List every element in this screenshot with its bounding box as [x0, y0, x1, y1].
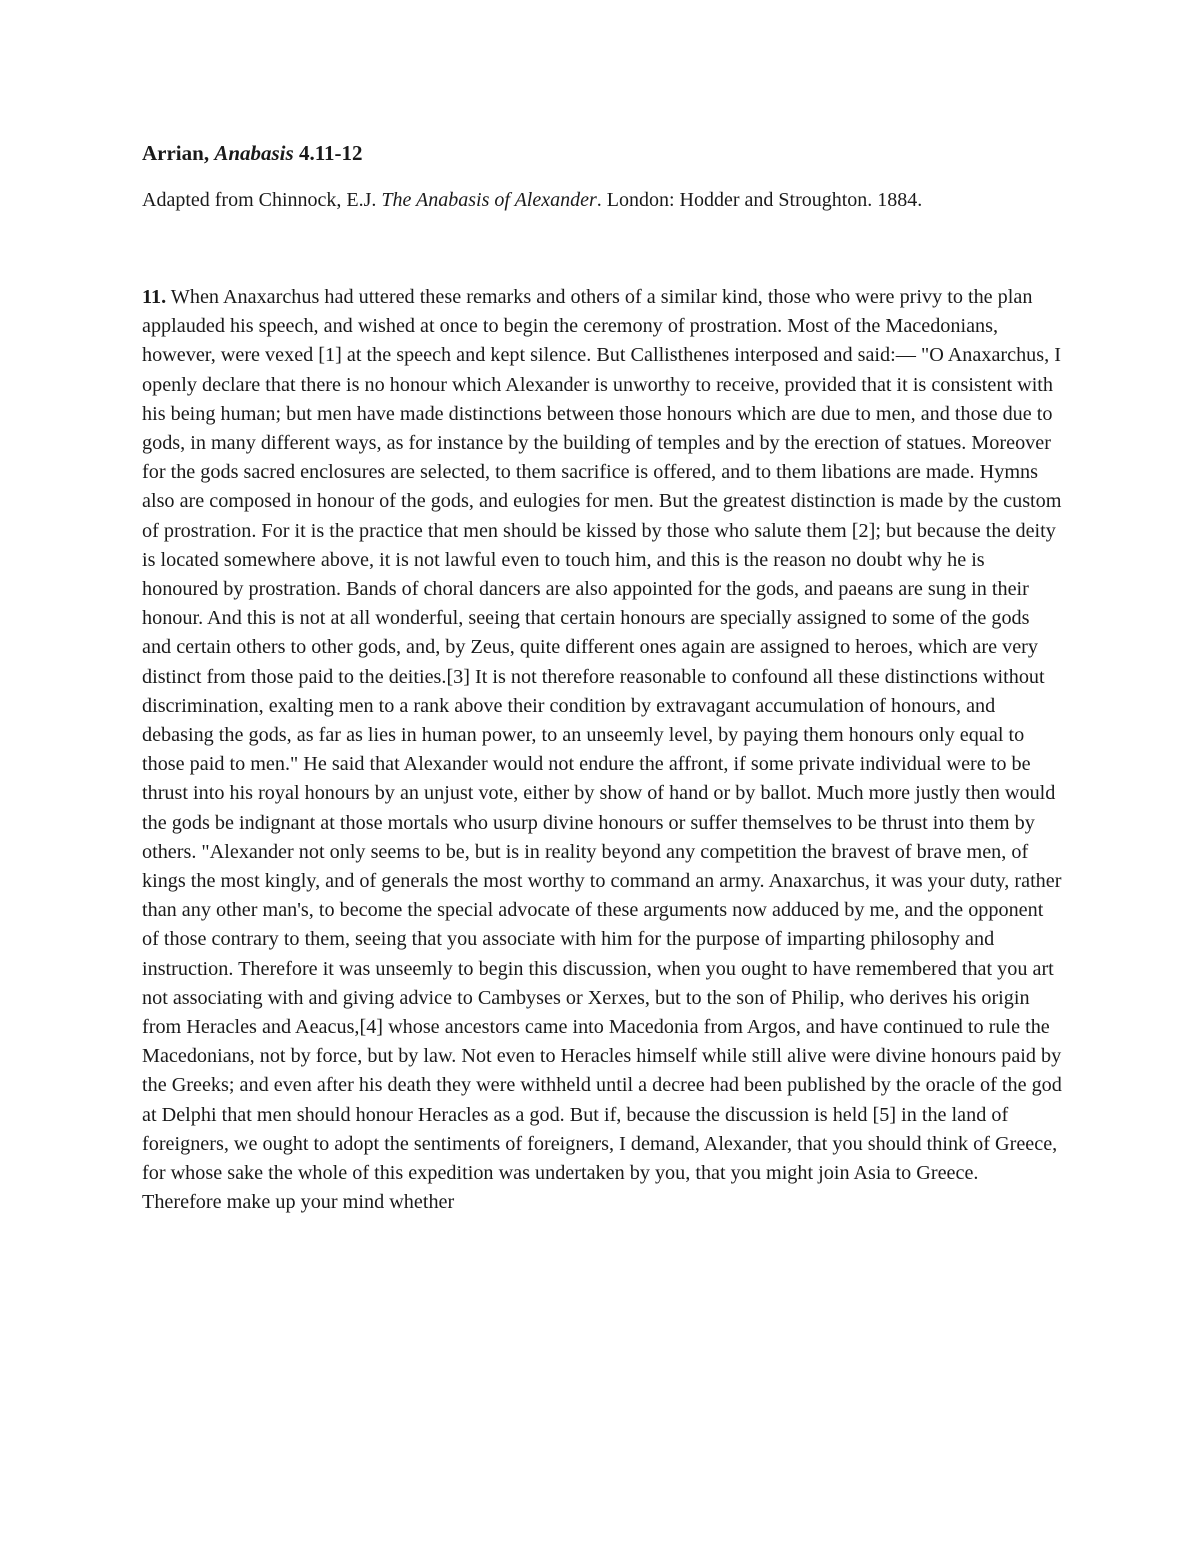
title-author: Arrian, [142, 141, 215, 165]
document-title [142, 138, 1062, 168]
section-number: 11. [142, 286, 167, 308]
title-work: Anabasis [214, 141, 294, 165]
section-text: When Anaxarchus had uttered these remarks and others of a similar kind, those who were privy to the plan applauded his speech, and wished at once to begin the ceremony of prostration. Most of the Macedonians, however, were vexed [1] at the speech and kept silence. But Callisthenes interposed and said:— "O Anaxarchus, I openly declare that there is no honour which Alexander is unworthy to receive, provided that it is consistent with his being human; but men have made distinctions between those honours which are due to men, and those due to gods, in many different ways, as for instance by the building of temples and by the erection of statues. Moreover for the gods sacred enclosures are selected, to them sacrifice is offered, and to them libations are made. Hymns also are composed in honour of the gods, and eulogies for men. But the greatest distinction is made by the custom of prostration. For it is the practice that men should be kissed by those who salute them [2]; but because the deity is located somewhere above, it is not lawful even to touch him, and this is the reason no doubt why he is honoured by prostration. Bands of choral dancers are also appointed for the gods, and paeans are sung in their honour. And this is not at all wonderful, seeing that certain honours are specially assigned to some of the gods and certain others to other gods, and, by Zeus, quite different ones again are assigned to heroes, which are very distinct from those paid to the deities.[3] It is not therefore reasonable to confound all these distinctions without discrimination, exalting men to a rank above their condition by extravagant accumulation of honours, and debasing the gods, as far as lies in human power, to an unseemly level, by paying them honours only equal to those paid to men." He said that Alexander would not endure the affront, if some private individual were to be thrust into his royal honours by an unjust vote, either by show of hand or by ballot. Much more justly then would the gods be indignant at those mortals who usurp divine honours or suffer themselves to be thrust into them by others. "Alexander not only seems to be, but is in reality beyond any competition the bravest of brave men, of kings the most kingly, and of generals the most worthy to command an army. Anaxarchus, it was your duty, rather than any other man's, to become the special advocate of these arguments now adduced by me, and the opponent of those contrary to them, seeing that you associate with him for the purpose of imparting philosophy and instruction. Therefore it was unseemly to begin this discussion, when you ought to have remembered that you art not associating with and giving advice to Cambyses or Xerxes, but to the son of Philip, who derives his origin from Heracles and Aeacus,[4] whose ancestors came into Macedonia from Argos, and have continued to rule the Macedonians, not by force, but by law. Not even to Heracles himself while still alive were divine honours paid by the Greeks; and even after his death they were withheld until a decree had been published by the oracle of the god at Delphi that men should honour Heracles as a god. But if, because the discussion is held [5] in the land of foreigners, we ought to adopt the sentiments of foreigners, I demand, Alexander, that you should think of Greece, for whose sake the whole of this expedition was undertaken by you, that you might join Asia to Greece. Therefore make up your mind whether [142, 286, 1062, 1214]
document-page [142, 138, 1062, 1218]
source-citation [142, 186, 1062, 215]
section-paragraph [142, 283, 1062, 1218]
citation-book-title: The Anabasis of Alexander [381, 189, 597, 211]
citation-prefix: Adapted from Chinnock, E.J. [142, 189, 382, 211]
title-reference: 4.11-12 [293, 141, 363, 165]
citation-suffix: . London: Hodder and Stroughton. 1884. [596, 189, 923, 211]
